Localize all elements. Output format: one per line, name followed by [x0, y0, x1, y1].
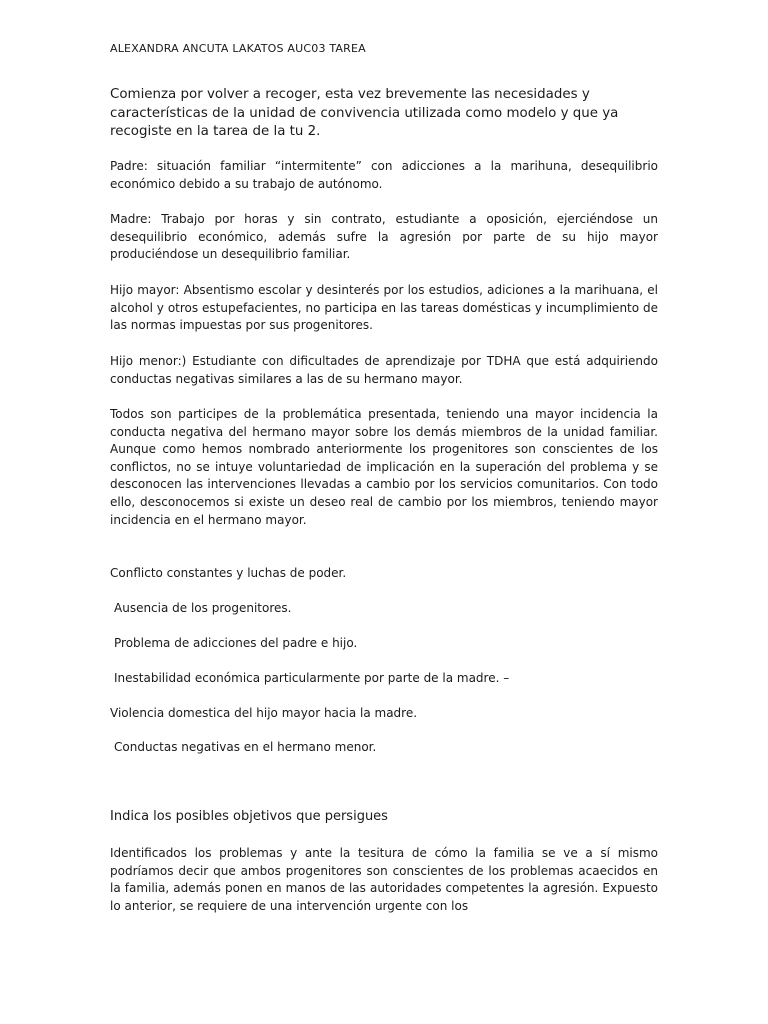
- document-header-title: ALEXANDRA ANCUTA LAKATOS AUC03 TAREA: [110, 42, 366, 55]
- section-heading-objetivos: Indica los posibles objetivos que persigues: [110, 809, 388, 824]
- paragraph-todos: Todos son participes de la problemática presentada, teniendo una mayor incidencia la conducta negativa del hermano mayor sobre los demás miembros de la unidad familiar. Aunque como hemos nombrado anteriormente los progenitores son conscientes de los conflictos, no se intuye voluntariedad de implicación en la superación del problema y se desconocen las intervenciones llevadas a cambio por los servicios comunitarios. Con todo ello, desconocemos si existe un deseo real de cambio por los miembros, teniendo mayor incidencia en el hermano mayor.: [110, 407, 658, 527]
- intro-paragraph: Comienza por volver a recoger, esta vez brevemente las necesidades y características de la unidad de convivencia utilizada como modelo y que ya recogiste en la tarea de la tu 2.: [110, 87, 619, 139]
- paragraph-hijo-mayor: Hijo mayor: Absentismo escolar y desinterés por los estudios, adiciones a la marihuana, el alcohol y otros estupefacientes, no participa en las tareas domésticas y incumplimiento de las normas impuestas por sus progenitores.: [110, 283, 658, 333]
- problem-item-adicciones: Problema de adicciones del padre e hijo.: [114, 636, 358, 650]
- problem-item-conductas: Conductas negativas en el hermano menor.: [114, 740, 377, 754]
- paragraph-padre: Padre: situación familiar “intermitente” con adicciones a la marihuna, desequilibrio económico debido a su trabajo de autónomo.: [110, 159, 658, 191]
- problem-item-conflicto: Conflicto constantes y luchas de poder.: [110, 566, 347, 580]
- paragraph-hijo-menor: Hijo menor:) Estudiante con dificultades de aprendizaje por TDHA que está adquiriendo conductas negativas similares a las de su hermano mayor.: [110, 354, 658, 386]
- paragraph-objetivos: Identificados los problemas y ante la tesitura de cómo la familia se ve a sí mismo podríamos decir que ambos progenitores son conscientes de los problemas acaecidos en la familia, además ponen en manos de las autoridades competentes la agresión. Expuesto lo anterior, se requiere de una intervención urgente con los: [110, 846, 658, 913]
- problem-item-inestabilidad: Inestabilidad económica particularmente por parte de la madre. –: [114, 671, 510, 685]
- problem-item-ausencia: Ausencia de los progenitores.: [114, 601, 292, 615]
- paragraph-madre: Madre: Trabajo por horas y sin contrato, estudiante a oposición, ejerciéndose un desequilibrio económico, además sufre la agresión por parte de su hijo mayor produciéndose un desequilibrio familiar.: [110, 212, 658, 262]
- problem-item-violencia: Violencia domestica del hijo mayor hacia la madre.: [110, 706, 418, 720]
